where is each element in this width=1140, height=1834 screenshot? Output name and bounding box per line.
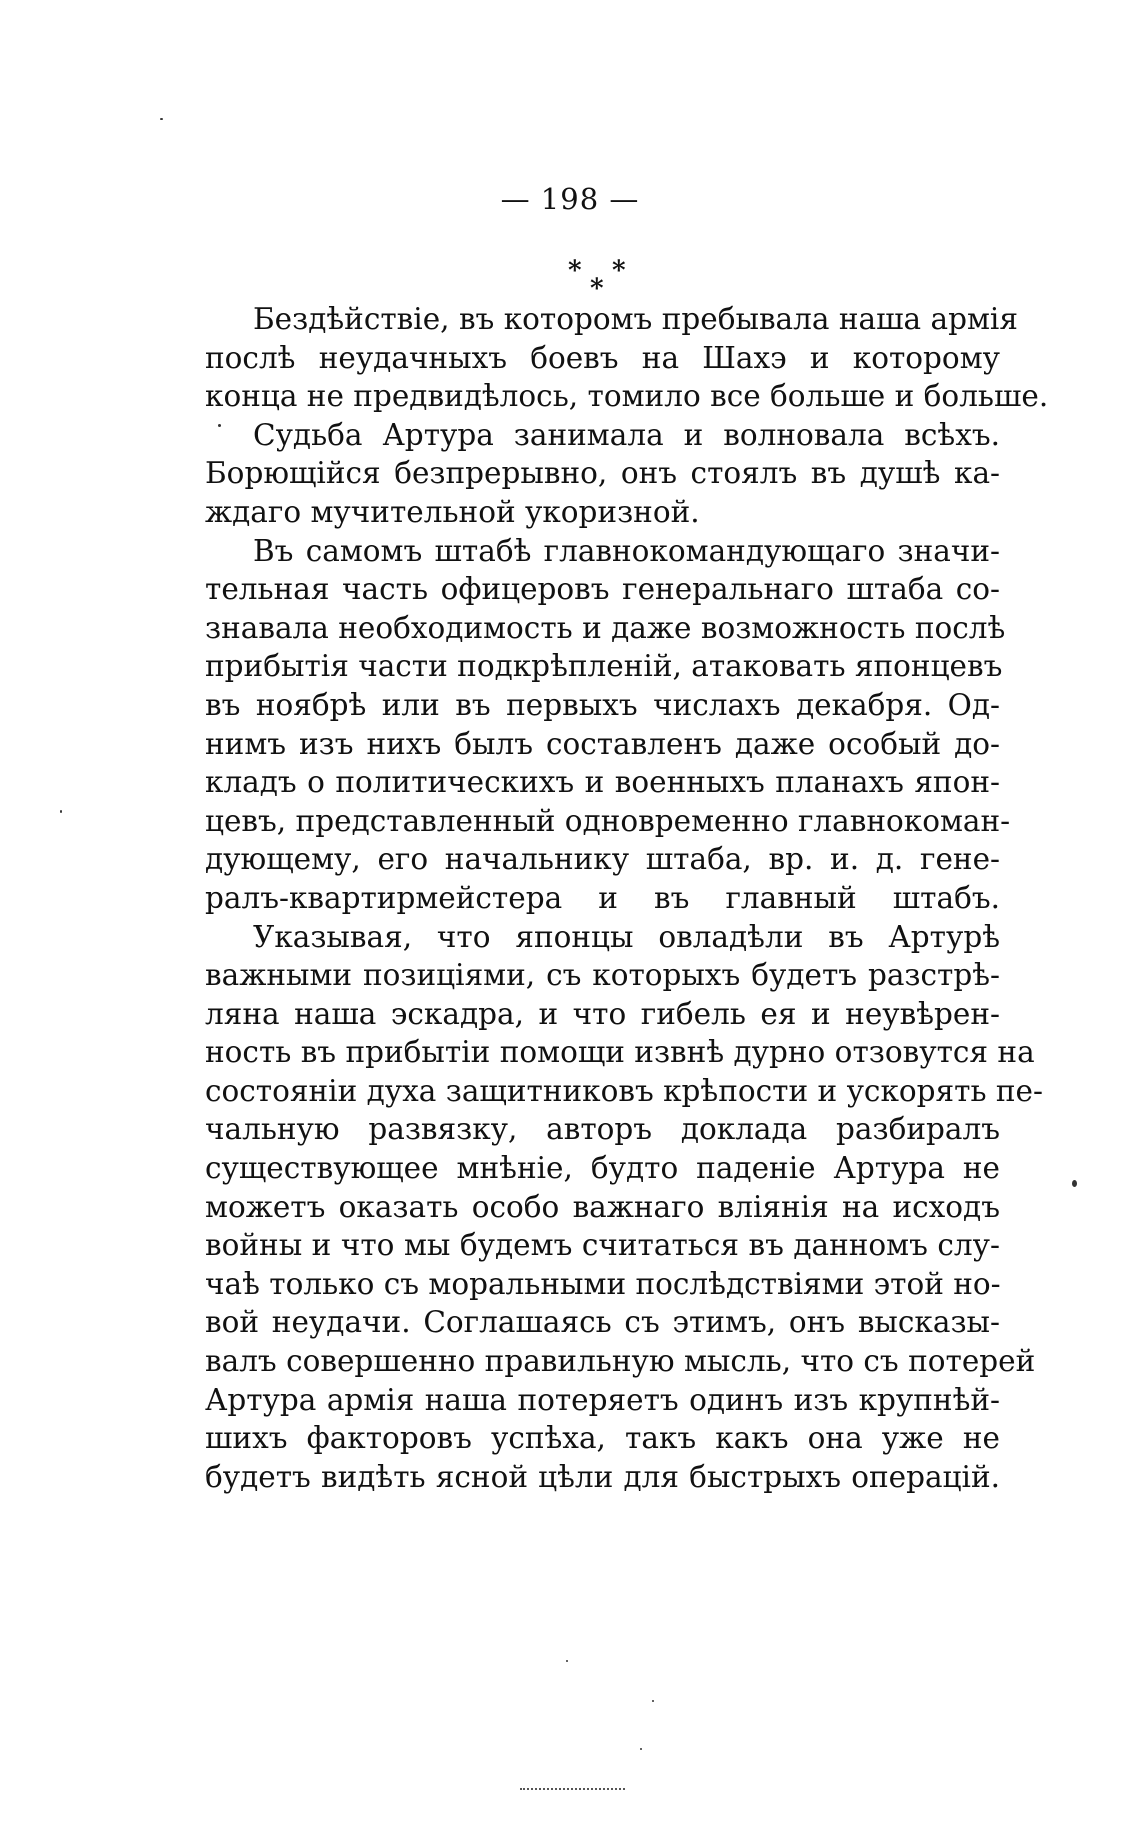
- text-line: послѣ неудачныхъ боевъ на Шахэ и которому: [205, 340, 1000, 375]
- separator-asterisk: *: [590, 274, 604, 304]
- text-line: существующее мнѣніе, будто паденіе Артура не: [205, 1151, 1000, 1186]
- separator-asterisk: *: [612, 256, 626, 286]
- text-line: въ ноябрѣ или въ первыхъ числахъ декабря. Од-: [205, 687, 1000, 722]
- scan-speck: [652, 1700, 654, 1702]
- text-line: Борющійся безпрерывно, онъ стоялъ въ душѣ ка-: [205, 456, 1000, 491]
- text-line: тельная часть офицеровъ генеральнаго штаба со-: [205, 572, 1000, 607]
- scan-speck: [1072, 1180, 1077, 1187]
- paragraph-3: [205, 532, 1011, 918]
- text-line: вой неудачи. Соглашаясь съ этимъ, онъ высказы-: [205, 1305, 1000, 1340]
- text-line: кладъ о политическихъ и военныхъ планахъ япон-: [205, 765, 1000, 800]
- paragraph-1: [205, 300, 1049, 416]
- body-text: [205, 300, 1049, 1496]
- text-line: войны и что мы будемъ считаться въ данномъ слу-: [205, 1228, 1000, 1263]
- text-line: конца не предвидѣлось, томило все больше и больше.: [205, 379, 1049, 414]
- text-line: Въ самомъ штабѣ главнокомандующаго значи-: [253, 533, 1000, 568]
- text-line: цевъ, представленный одновременно главнокоман-: [205, 803, 1011, 838]
- separator-asterisk: *: [568, 256, 582, 286]
- text-line: можетъ оказать особо важнаго вліянія на исходъ: [205, 1189, 1000, 1224]
- text-line: Бездѣйствіе, въ которомъ пребывала наша армія: [253, 302, 1018, 336]
- scan-speck: [60, 810, 62, 813]
- text-line: шихъ факторовъ успѣха, такъ какъ она уже не: [205, 1421, 1000, 1456]
- text-line: ждаго мучительной укоризной.: [205, 494, 700, 529]
- scan-speck: [566, 1660, 568, 1662]
- scan-dash: [520, 1788, 625, 1790]
- scan-speck: [218, 424, 221, 427]
- text-line: ность въ прибытіи помощи извнѣ дурно отзовутся на: [205, 1035, 1035, 1070]
- text-line: валъ совершенно правильную мысль, что съ потерей: [205, 1344, 1036, 1379]
- text-line: ралъ-квартирмейстера и въ главный штабъ.: [205, 880, 1000, 915]
- page-number: — 198 —: [500, 182, 640, 216]
- paragraph-2: [205, 416, 1000, 532]
- text-line: чальную развязку, авторъ доклада разбиралъ: [205, 1112, 1000, 1147]
- scan-speck: [640, 1748, 642, 1750]
- text-line: Указывая, что японцы овладѣли въ Артурѣ: [253, 919, 1000, 954]
- text-line: знавала необходимость и даже возможность послѣ: [205, 610, 1006, 645]
- text-line: состояніи духа защитниковъ крѣпости и ускорять пе-: [205, 1073, 1043, 1108]
- text-line: важными позиціями, съ которыхъ будетъ разстрѣ-: [205, 958, 1000, 993]
- text-line: прибытія части подкрѣпленій, атаковать японцевъ: [205, 649, 1003, 684]
- text-line: чаѣ только съ моральными послѣдствіями этой но-: [205, 1266, 1001, 1301]
- text-line: Артура армія наша потеряетъ одинъ изъ крупнѣй-: [205, 1382, 1000, 1417]
- text-line: Судьба Артура занимала и волновала всѣхъ.: [253, 417, 1000, 452]
- section-separator: [560, 256, 640, 302]
- text-line: будетъ видѣть ясной цѣли для быстрыхъ операцій.: [205, 1459, 1000, 1494]
- paragraph-4: [205, 918, 1043, 1497]
- text-line: нимъ изъ нихъ былъ составленъ даже особый до-: [205, 726, 1000, 761]
- text-line: дующему, его начальнику штаба, вр. и. д. гене-: [205, 842, 1000, 877]
- scan-speck: [160, 118, 163, 120]
- text-line: ляна наша эскадра, и что гибель ея и неувѣрен-: [205, 996, 1000, 1031]
